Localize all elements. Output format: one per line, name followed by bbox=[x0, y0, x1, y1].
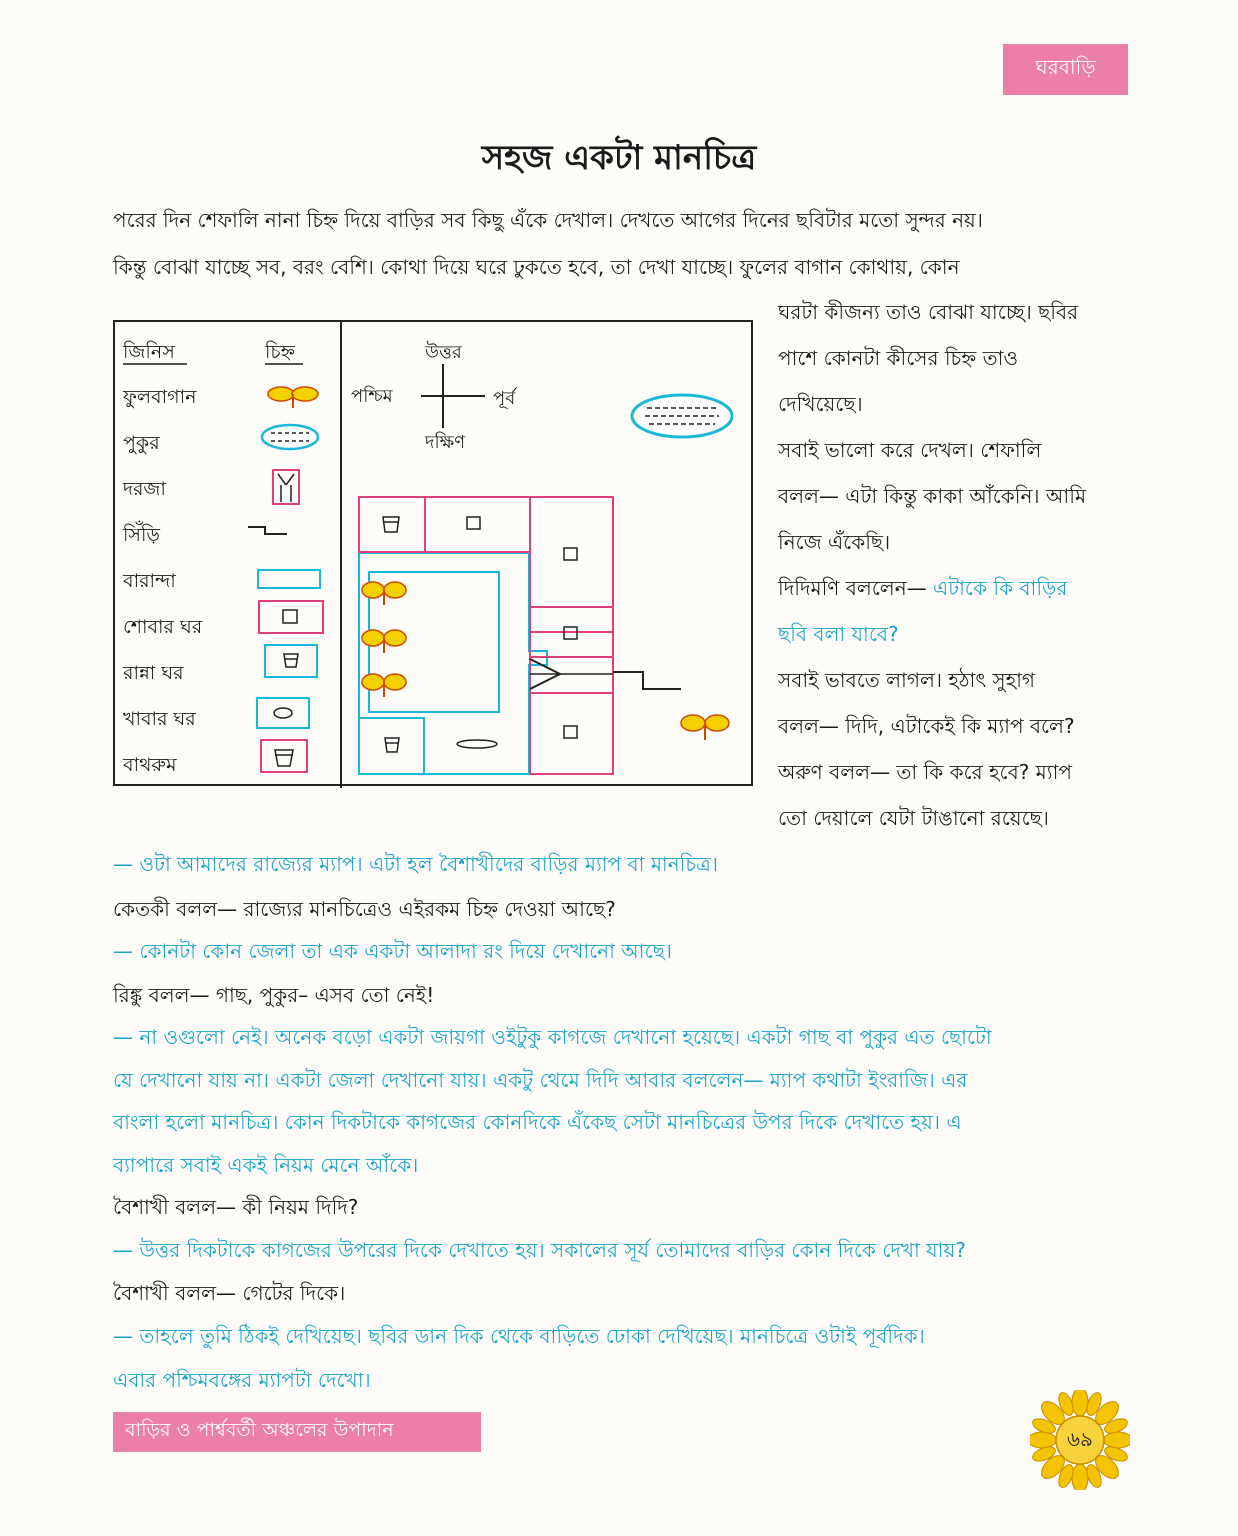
dialogue-line: এবার পশ্চিমবঙ্গের ম্যাপটা দেখো। bbox=[113, 1368, 371, 1392]
side-line bbox=[778, 574, 1067, 602]
side-line: তো দেয়ালে যেটা টাঙানো রয়েছে। bbox=[778, 806, 1049, 830]
legend-label-kitchen: রান্না ঘর bbox=[123, 662, 184, 684]
side-line: অরুণ বলল— তা কি করে হবে? ম্যাপ bbox=[778, 760, 1072, 784]
dialogue-line: ব্যাপারে সবাই একই নিয়ম মেনে আঁকে। bbox=[113, 1153, 419, 1177]
legend-header-symbol: চিহ্ন bbox=[265, 341, 295, 363]
page-number: ৬৯ bbox=[1067, 1427, 1093, 1451]
legend-label-bathroom: বাথরুম bbox=[123, 754, 177, 776]
door-symbol bbox=[273, 470, 299, 504]
dining-room-symbol bbox=[257, 698, 309, 728]
legend-label-verandah: বারান্দা bbox=[123, 570, 176, 592]
intro-line-2: কিন্তু বোঝা যাচ্ছে সব, বরং বেশি। কোথা দিয়ে ঘরে ঢুকতে হবে, তা দেখা যাচ্ছে। ফুলের বাগান কোথায়, কোন bbox=[113, 255, 960, 279]
map-pond bbox=[632, 395, 732, 437]
compass-east-label: পূর্ব bbox=[493, 388, 516, 409]
legend-label-stairs: সিঁড়ি bbox=[123, 524, 160, 546]
dialogue-line: — উত্তর দিকটাকে কাগজের উপরের দিকে দেখাতে হয়। সকালের সূর্য তোমাদের বাড়ির কোন দিকে দেখা যায়? bbox=[113, 1238, 966, 1262]
bedroom-symbol bbox=[259, 601, 323, 633]
stairs-symbol bbox=[248, 527, 287, 534]
side-line: সবাই ভাবতে লাগল। হঠাৎ সুহাগ bbox=[778, 668, 1036, 692]
compass-north-label: উত্তর bbox=[425, 342, 462, 363]
side-line: নিজে এঁকেছি। bbox=[778, 530, 891, 554]
side-line-speaker: দিদিমণি বললেন— bbox=[778, 576, 934, 600]
dialogue-line: — তাহলে তুমি ঠিকই দেখিয়েছ। ছবির ডান দিক থেকে বাড়িতে ঢোকা দেখিয়েছ। মানচিত্রে ওটাই পূর্বদিক। bbox=[113, 1324, 925, 1348]
dialogue-line: — ওটা আমাদের রাজ্যের ম্যাপ। এটা হল বৈশাখীদের বাড়ির ম্যাপ বা মানচিত্র। bbox=[113, 852, 719, 876]
dialogue-line: — না ওগুলো নেই। অনেক বড়ো একটা জায়গা ওইটুকু কাগজে দেখানো হয়েছে। একটা গাছ বা পুকুর এত ছোটো bbox=[113, 1025, 992, 1049]
dialogue-line: যে দেখানো যায় না। একটা জেলা দেখানো যায়। একটু থেমে দিদি আবার বললেন— ম্যাপ কথাটা ইংরাজি। এর bbox=[113, 1068, 968, 1092]
legend-header-item: জিনিস bbox=[123, 341, 175, 363]
legend-label-door: দরজা bbox=[123, 478, 166, 500]
verandah-symbol bbox=[258, 570, 320, 588]
legend-label-flower-garden: ফুলবাগান bbox=[123, 386, 197, 408]
side-line: দেখিয়েছে। bbox=[778, 392, 863, 416]
side-line: সবাই ভালো করে দেখল। শেফালি bbox=[778, 438, 1042, 462]
legend-label-bedroom: শোবার ঘর bbox=[123, 616, 203, 638]
side-line: পাশে কোনটা কীসের চিহ্ন তাও bbox=[778, 346, 1019, 370]
house-plan bbox=[359, 497, 729, 774]
flower-garden-symbol bbox=[268, 387, 318, 408]
kitchen-symbol bbox=[265, 645, 317, 677]
dialogue-line: বৈশাখী বলল— কী নিয়ম দিদি? bbox=[113, 1195, 359, 1219]
chapter-tab: ঘরবাড়ি bbox=[1003, 44, 1128, 95]
dialogue-line: রিঙ্কু বলল— গাছ, পুকুর– এসব তো নেই! bbox=[113, 983, 435, 1007]
side-line: ছবি বলা যাবে? bbox=[778, 622, 899, 646]
pond-symbol bbox=[262, 425, 318, 449]
compass-west-label: পশ্চিম bbox=[351, 386, 393, 407]
dialogue-line: — কোনটা কোন জেলা তা এক একটা আলাদা রং দিয়ে দেখানো আছে। bbox=[113, 939, 672, 963]
compass-south-label: দক্ষিণ bbox=[425, 432, 466, 453]
dialogue-line: বাংলা হলো মানচিত্র। কোন দিকটাকে কাগজের কোনদিকে এঁকেছ সেটা মানচিত্রের উপর দিকে দেখাতে হয়। এ bbox=[113, 1110, 962, 1134]
house-map-svg bbox=[115, 322, 755, 788]
dialogue-line: কেতকী বলল— রাজ্যের মানচিত্রেও এইরকম চিহ্ন দেওয়া আছে? bbox=[113, 897, 616, 921]
house-map-figure bbox=[113, 320, 753, 786]
dialogue-line: বৈশাখী বলল— গেটের দিকে। bbox=[113, 1281, 346, 1305]
side-line-question: এটাকে কি বাড়ির bbox=[933, 576, 1068, 600]
bathroom-symbol bbox=[261, 740, 307, 772]
legend-label-pond: পুকুর bbox=[123, 432, 160, 454]
legend-label-dining-room: খাবার ঘর bbox=[123, 708, 196, 730]
page-title: সহজ একটা মানচিত্র bbox=[481, 138, 757, 178]
side-line: ঘরটা কীজন্য তাও বোঝা যাচ্ছে। ছবির bbox=[778, 300, 1079, 324]
footer-section-band: বাড়ির ও পার্শ্ববর্তী অঞ্চলের উপাদান bbox=[113, 1412, 481, 1452]
side-line: বলল— দিদি, এটাকেই কি ম্যাপ বলে? bbox=[778, 714, 1075, 738]
compass-rose bbox=[421, 364, 485, 428]
intro-line-1: পরের দিন শেফালি নানা চিহ্ন দিয়ে বাড়ির সব কিছু এঁকে দেখাল। দেখতে আগের দিনের ছবিটার মতো সুন্দর নয়। bbox=[113, 208, 983, 232]
side-line: বলল— এটা কিন্তু কাকা আঁকেনি। আমি bbox=[778, 484, 1087, 508]
